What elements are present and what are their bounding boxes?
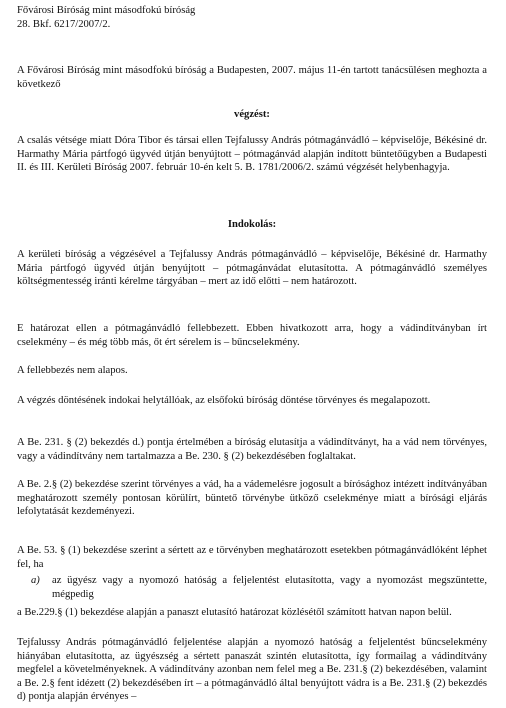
intro-paragraph: A Fővárosi Bíróság mint másodfokú bíróság a Budapesten, 2007. május 11-én tartott tanácsülésen meghozta a következő	[17, 65, 487, 90]
list-item	[17, 574, 487, 601]
reasoning-paragraph-4: A végzés döntésének indokai helytállóak, az elsőfokú bíróság döntése törvényes és megalapozott.	[17, 395, 431, 406]
list-marker: a)	[31, 575, 40, 586]
final-paragraph: Tejfalussy András pótmagánvádló feljelentése alapján a nyomozó hatóság a feljelentést bűncselekmény hiányában elutasította, az ügyészség a sértett panaszát szintén elutasította, így formailag a vádindítvány megfelel a követelményeknek. A vádindítvány azonban nem felel meg a Be. 231.§ (2) bekezdésében, valamint a Be. 2.§ fent idézett (2) bekezdésében írt – a pótmagánvádló által benyújtott vádra is a Be. 231.§ (2) bekezdés d) pontja alapján érvényes –	[17, 637, 487, 703]
reasoning-paragraph-1: A kerületi bíróság a végzésével a Tejfalussy András pótmagánvádló – képviselője, Békésiné dr. Harmathy Mária pártfogó ügyvéd útján benyújtott – pótmagánvádat elutasította. A pótmagánvádló személyes költségmentesség iránti kérelme tárgyában – mert az idő előtti – nem határozott.	[17, 249, 487, 288]
ruling-paragraph: A csalás vétsége miatt Dóra Tibor és társai ellen Tejfalussy András pótmagánvádló – képviselője, Békésiné dr. Harmathy Mária pártfogó ügyvéd útján benyújtott – pótmagánvád alapján indított büntetőügyben a Budapesti II. és III. Kerületi Bíróság 2007. február 10-én kelt 5. B. 1781/2006/2. számú végzését helybenhagyja.	[17, 135, 487, 174]
court-name: Fővárosi Bíróság mint másodfokú bíróság	[17, 5, 196, 16]
condition-list	[17, 574, 487, 601]
reasoning-paragraph-7: A Be. 53. § (1) bekezdése szerint a sértett az e törvényben meghatározott esetekben pótmagánvádlóként léphet fel, ha	[17, 545, 487, 570]
reasoning-paragraph-6: A Be. 2.§ (2) bekezdése szerint törvényes a vád, ha a vádemelésre jogosult a bírósághoz intézett indítványában meghatározott személy pontosan körülírt, büntető törvénybe ütköző cselekménye miatt a bírósági eljárás lefolytatását kezdeményezi.	[17, 479, 487, 518]
list-continuation: a Be.229.§ (1) bekezdése alapján a panaszt elutasító határozat közlésétől számított hatvan napon belül.	[17, 607, 452, 618]
list-item-text: az ügyész vagy a nyomozó hatóság a feljelentést elutasította, vagy a nyomozást megszüntette, mégpedig	[52, 575, 487, 600]
reasoning-paragraph-5: A Be. 231. § (2) bekezdés d.) pontja értelmében a bíróság elutasítja a vádindítványt, ha a vád nem törvényes, vagy a vádindítvány nem tartalmazza a Be. 230. § (2) bekezdésében foglaltakat.	[17, 437, 487, 462]
reasoning-paragraph-3: A fellebbezés nem alapos.	[17, 365, 128, 376]
ruling-heading: végzést:	[234, 109, 270, 120]
reasoning-paragraph-2: E határozat ellen a pótmagánvádló fellebbezett. Ebben hivatkozott arra, hogy a vádindítványban írt cselekmény – és még több más, őt ért sérelem is – bűncselekmény.	[17, 323, 487, 348]
case-number: 28. Bkf. 6217/2007/2.	[17, 19, 111, 30]
reasoning-heading: Indokolás:	[227, 219, 277, 230]
